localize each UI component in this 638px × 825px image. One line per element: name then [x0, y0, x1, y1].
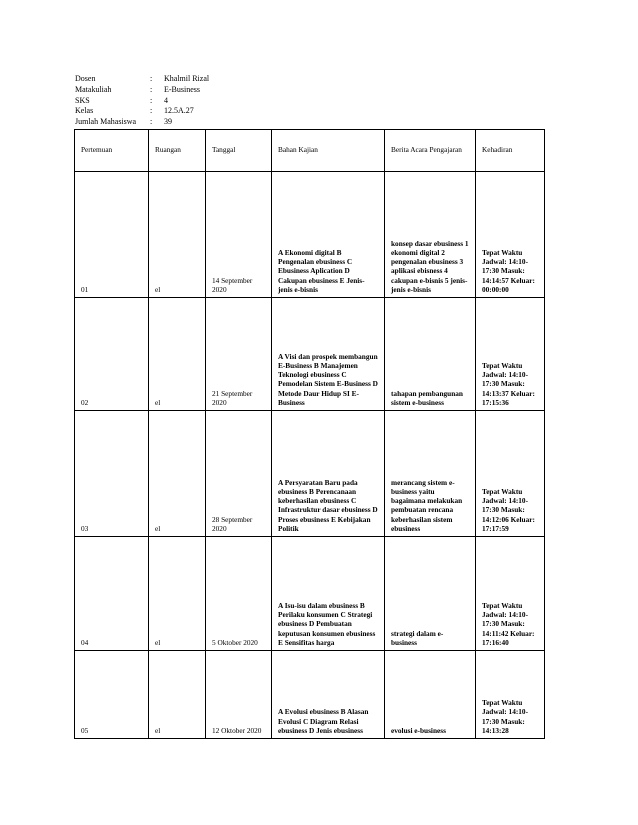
- cell-kehadiran: Tepat Waktu Jadwal: 14:10-17:30 Masuk: 14:12:06 Keluar: 17:17:59: [476, 411, 545, 537]
- cell-pertemuan: 02: [75, 298, 149, 411]
- header-tanggal: Tanggal: [206, 130, 272, 172]
- attendance-table: [74, 129, 545, 739]
- cell-pertemuan: 04: [75, 537, 149, 651]
- kelas-label: Kelas: [75, 106, 94, 116]
- kelas-value: 12.5A.27: [164, 106, 194, 116]
- cell-tanggal: 14 September 2020: [206, 172, 272, 298]
- cell-pertemuan: 01: [75, 172, 149, 298]
- cell-tanggal: 28 September 2020: [206, 411, 272, 537]
- table-header-row: [75, 130, 545, 172]
- matkul-value: E-Business: [164, 84, 200, 94]
- header-ruangan: Ruangan: [149, 130, 206, 172]
- dosen-value: Khalmil Rizal: [164, 74, 210, 83]
- cell-pertemuan: 05: [75, 651, 149, 739]
- cell-tanggal: 21 September 2020: [206, 298, 272, 411]
- table-row: [75, 298, 545, 411]
- matkul-label: Matakuliah: [75, 84, 112, 94]
- cell-kehadiran: Tepat Waktu Jadwal: 14:10-17:30 Masuk: 14:11:42 Keluar: 17:16:40: [476, 537, 545, 651]
- sks-value: 4: [164, 95, 168, 105]
- cell-bahan-kajian: A Persyaratan Baru pada ebusiness B Perencanaan keberhasilan ebusiness C Infrastruktur dasar ebusiness D Proses ebusiness E Kebijakan Politik: [272, 411, 385, 537]
- cell-tanggal: 12 Oktober 2020: [206, 651, 272, 739]
- header-bahan-kajian: Bahan Kajian: [272, 130, 385, 172]
- cell-pertemuan: 03: [75, 411, 149, 537]
- cell-ruangan: el: [149, 537, 206, 651]
- jumlah-label: Jumlah Mahasiswa: [75, 117, 137, 127]
- cell-berita-acara: tahapan pembangunan sistem e-business: [385, 298, 476, 411]
- separator: :: [150, 74, 153, 83]
- kelas-row: [75, 106, 209, 117]
- cell-bahan-kajian: A Isu-isu dalam ebusiness B Perilaku konsumen C Strategi ebusiness D Pembuatan keputusan konsumen ebusiness E Sensifitas harga: [272, 537, 385, 651]
- separator: :: [150, 106, 153, 116]
- separator: :: [150, 95, 153, 105]
- sks-label: SKS: [75, 95, 90, 105]
- cell-ruangan: el: [149, 651, 206, 739]
- jumlah-value: 39: [164, 117, 172, 127]
- cell-berita-acara: konsep dasar ebusiness 1 ekonomi digital 2 pengenalan ebusiness 3 aplikasi ebisness 4 cakupan e-bisnis 5 jenis-jenis e-bisnis: [385, 172, 476, 298]
- cell-bahan-kajian: A Visi dan prospek membangun E-Business B Manajemen Teknologi ebusiness C Pemodelan Sistem E-Business D Metode Daur Hidup SI E-Business: [272, 298, 385, 411]
- table-row: [75, 172, 545, 298]
- sks-row: [75, 96, 209, 107]
- cell-ruangan: el: [149, 298, 206, 411]
- dosen-row: [75, 74, 209, 85]
- table-row: [75, 651, 545, 739]
- separator: :: [150, 117, 153, 127]
- cell-tanggal: 5 Oktober 2020: [206, 537, 272, 651]
- jumlah-row: [75, 117, 209, 128]
- cell-bahan-kajian: A Ekonomi digital B Pengenalan ebusiness C Ebusiness Aplication D Cakupan ebusiness E Jenis-jenis e-bisnis: [272, 172, 385, 298]
- cell-kehadiran: Tepat Waktu Jadwal: 14:10-17:30 Masuk: 14:13:28: [476, 651, 545, 739]
- cell-ruangan: el: [149, 411, 206, 537]
- cell-berita-acara: merancang sistem e-business yaitu bagaimana melakukan pembuatan rencana keberhasilan sistem ebusiness: [385, 411, 476, 537]
- cell-berita-acara: strategi dalam e-business: [385, 537, 476, 651]
- header-pertemuan: Pertemuan: [75, 130, 149, 172]
- course-info: [75, 74, 209, 128]
- separator: :: [150, 84, 153, 94]
- cell-berita-acara: evolusi e-business: [385, 651, 476, 739]
- cell-ruangan: el: [149, 172, 206, 298]
- header-berita-acara: Berita Acara Pengajaran: [385, 130, 476, 172]
- table-row: [75, 411, 545, 537]
- cell-kehadiran: Tepat Waktu Jadwal: 14:10-17:30 Masuk: 14:14:57 Keluar: 00:00:00: [476, 172, 545, 298]
- cell-bahan-kajian: A Evolusi ebusiness B Alasan Evolusi C Diagram Relasi ebusiness D Jenis ebusiness: [272, 651, 385, 739]
- cell-kehadiran: Tepat Waktu Jadwal: 14:10-17:30 Masuk: 14:13:37 Keluar: 17:15:36: [476, 298, 545, 411]
- header-kehadiran: Kehadiran: [476, 130, 545, 172]
- dosen-label: Dosen: [75, 74, 96, 83]
- matkul-row: [75, 85, 209, 96]
- table-row: [75, 537, 545, 651]
